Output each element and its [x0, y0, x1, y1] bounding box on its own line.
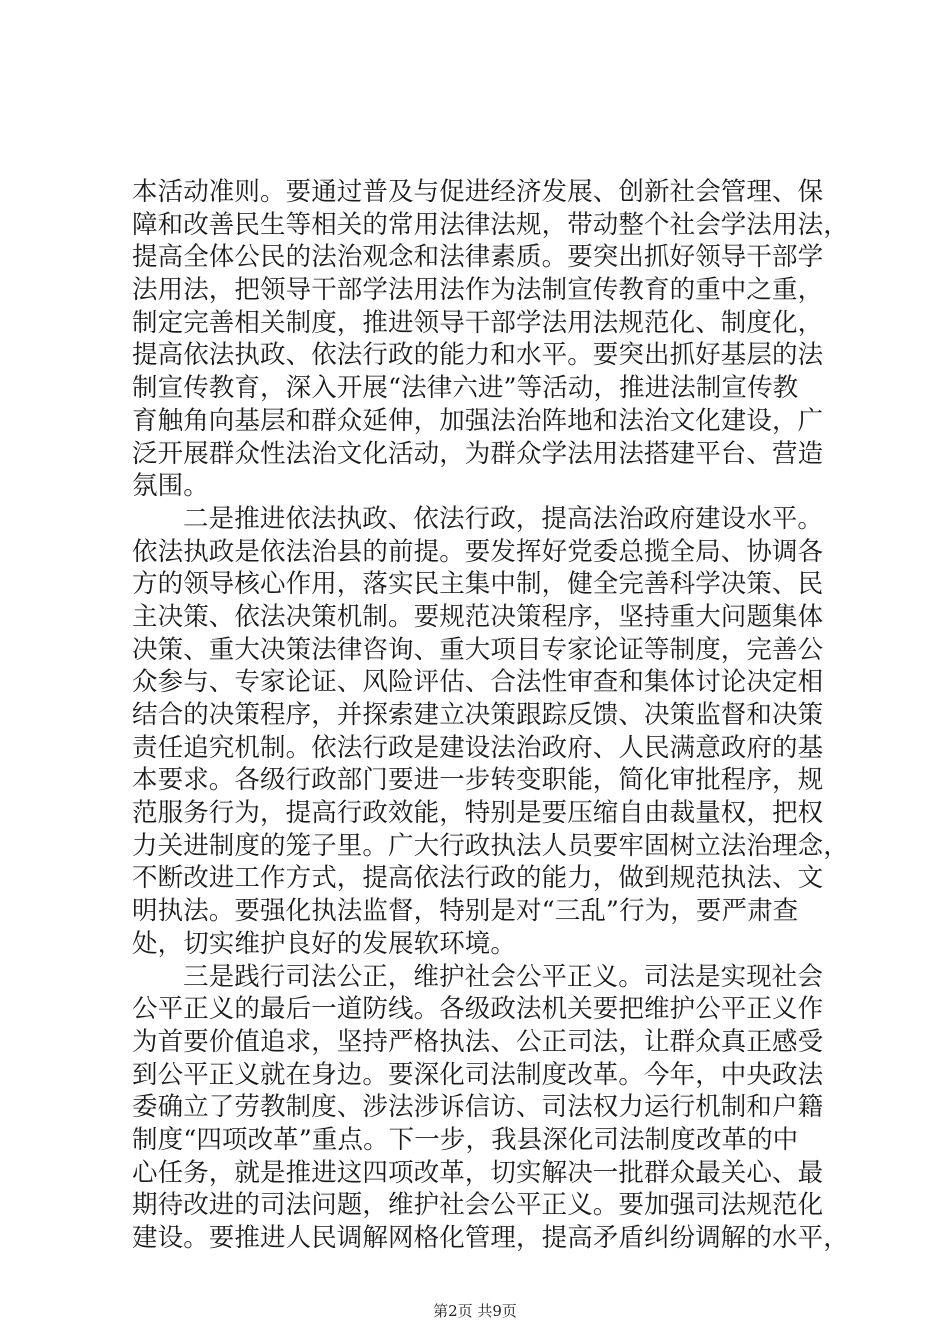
text-line: 范服务行为，提高行政效能，特别是要压缩自由裁量权，把权 [132, 798, 824, 829]
text-line: 力关进制度的笼子里。广大行政执法人员要牢固树立法治理念， [132, 830, 849, 861]
page-footer [0, 1301, 950, 1321]
text-line: 公平正义的最后一道防线。各级政法机关要把维护公平正义作 [132, 994, 824, 1025]
text-line: 期待改进的司法问题，维护社会公平正义。要加强司法规范化 [132, 1190, 824, 1221]
text-line: 依法执政是依法治县的前提。要发挥好党委总揽全局、协调各 [132, 536, 824, 567]
text-line: 明执法。要强化执法监督，特别是对“三乱”行为，要严肃查 [132, 896, 799, 927]
text-line: 不断改进工作方式，提高依法行政的能力，做到规范执法、文 [132, 863, 824, 894]
text-line: 为首要价值追求，坚持严格执法、公正司法，让群众真正感受 [132, 1026, 824, 1057]
text-line: 方的领导核心作用，落实民主集中制，健全完善科学决策、民 [132, 569, 824, 600]
text-line: 氛围。 [132, 471, 209, 502]
text-line: 建设。要推进人民调解网格化管理，提高矛盾纠纷调解的水平， [132, 1223, 849, 1253]
text-line: 本活动准则。要通过普及与促进经济发展、创新社会管理、保 [132, 177, 824, 207]
page-number-label: 第2页 共9页 [433, 1302, 517, 1320]
text-line: 制宣传教育，深入开展“法律六进”等活动，推进法制宣传教 [132, 373, 799, 404]
text-line: 提高依法执政、依法行政的能力和水平。要突出抓好基层的法 [132, 340, 824, 371]
text-line: 提高全体公民的法治观念和法律素质。要突出抓好领导干部学 [132, 242, 824, 273]
paragraph-start-line: 二是推进依法执政、依法行政，提高法治政府建设水平。 [183, 503, 824, 534]
text-line: 到公平正义就在身边。要深化司法制度改革。今年，中央政法 [132, 1059, 824, 1090]
text-line: 制定完善相关制度，推进领导干部学法用法规范化、制度化， [132, 307, 824, 338]
paragraph-start-line: 三是践行司法公正，维护社会公平正义。司法是实现社会 [183, 961, 824, 992]
text-line: 结合的决策程序，并探索建立决策跟踪反馈、决策监督和决策 [132, 700, 824, 730]
text-line: 委确立了劳教制度、涉法涉诉信访、司法权力运行机制和户籍 [132, 1092, 824, 1123]
text-line: 决策、重大决策法律咨询、重大项目专家论证等制度，完善公 [132, 634, 824, 665]
text-line: 制度“四项改革”重点。下一步，我县深化司法制度改革的中 [132, 1124, 799, 1155]
text-line: 心任务，就是推进这四项改革，切实解决一批群众最关心、最 [132, 1157, 824, 1188]
text-line: 责任追究机制。依法行政是建设法治政府、人民满意政府的基 [132, 732, 824, 763]
text-line: 法用法，把领导干部学法用法作为法制宣传教育的重中之重， [132, 275, 824, 306]
text-line: 众参与、专家论证、风险评估、合法性审查和集体讨论决定相 [132, 667, 824, 698]
text-line: 育触角向基层和群众延伸，加强法治阵地和法治文化建设，广 [132, 405, 824, 436]
text-line: 泛开展群众性法治文化活动，为群众学法用法搭建平台、营造 [132, 438, 824, 469]
text-line: 主决策、依法决策机制。要规范决策程序，坚持重大问题集体 [132, 601, 824, 632]
text-line: 本要求。各级行政部门要进一步转变职能，简化审批程序，规 [132, 765, 824, 796]
text-line: 障和改善民生等相关的常用法律法规，带动整个社会学法用法， [132, 209, 849, 240]
body-text [132, 176, 849, 1255]
text-line: 处，切实维护良好的发展软环境。 [132, 928, 517, 959]
